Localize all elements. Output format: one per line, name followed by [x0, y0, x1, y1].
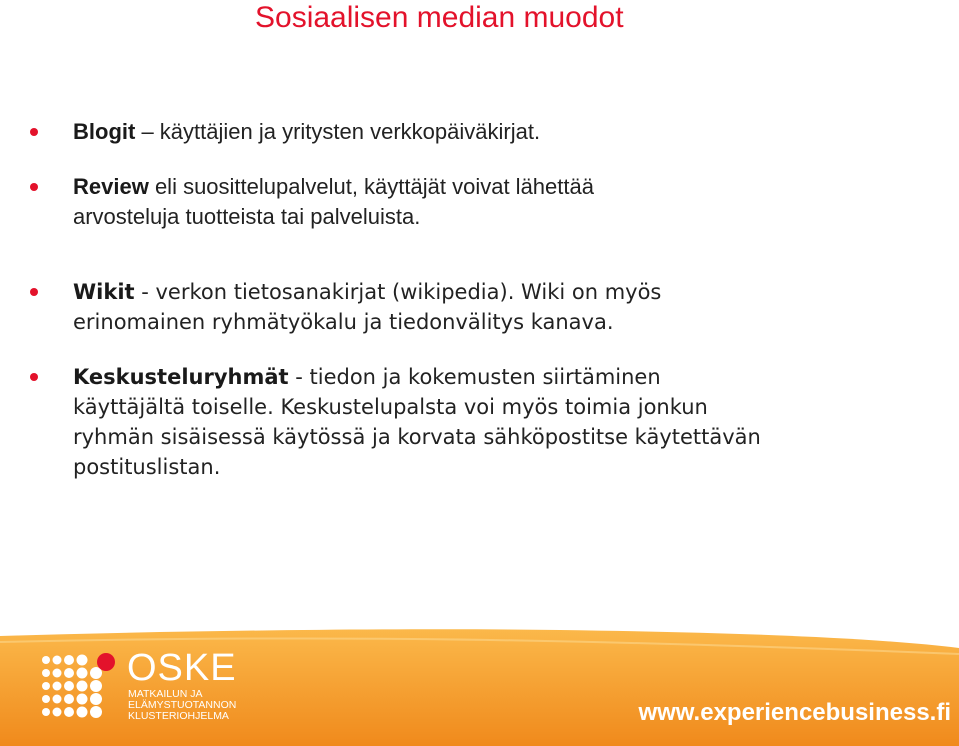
oske-subtitle-line: ELÄMYSTUOTANNON — [128, 699, 237, 711]
bullet-line: käyttäjältä toiselle. Keskustelupalsta voi myös toimia jonkun — [73, 395, 708, 419]
bullet-term: Blogit — [73, 119, 136, 144]
oske-logo-subtitle — [128, 689, 236, 722]
bullet-line: arvosteluja tuotteista tai palveluista. — [73, 204, 421, 229]
oske-subtitle-line: KLUSTERIOHJELMA — [128, 710, 229, 722]
oske-subtitle-line: MATKAILUN JA — [128, 688, 203, 700]
bullet-term: Wikit — [73, 280, 135, 304]
bullet-text: - tiedon ja kokemusten siirtäminen — [288, 365, 661, 389]
bullet-dot-icon — [30, 128, 38, 136]
website-link[interactable]: www.experiencebusiness.fi — [638, 699, 951, 726]
bullet-line: postituslistan. — [73, 455, 221, 479]
bullet-item-keskusteluryhmat — [73, 362, 943, 482]
oske-logo-icon — [40, 652, 124, 724]
bullet-line — [73, 117, 943, 147]
oske-logo-text: OSKE — [127, 647, 237, 689]
bullet-text: - verkon tietosanakirjat (wikipedia). Wiki on myös — [134, 280, 662, 304]
slide-title: Sosiaalisen median muodot — [255, 1, 624, 34]
bullet-dot-icon — [30, 288, 38, 296]
bullet-line — [73, 172, 943, 202]
bullet-text: eli suosittelupalvelut, käyttäjät voivat lähettää — [148, 174, 594, 199]
bullet-line — [73, 277, 943, 307]
bullet-item-review — [73, 172, 943, 232]
bullet-item-blogit — [73, 117, 943, 147]
bullet-line — [73, 362, 943, 392]
bullet-term: Keskusteluryhmät — [73, 365, 289, 389]
bullet-term: Review — [73, 174, 149, 199]
bullet-line: erinomainen ryhmätyökalu ja tiedonvälitys kanava. — [73, 310, 614, 334]
bullet-item-wikit — [73, 277, 943, 337]
bullet-dot-icon — [30, 373, 38, 381]
bullet-dot-icon — [30, 183, 38, 191]
bullet-text: – käyttäjien ja yritysten verkkopäiväkirjat. — [135, 119, 541, 144]
bullet-line: ryhmän sisäisessä käytössä ja korvata sähköpostitse käytettävän — [73, 425, 761, 449]
